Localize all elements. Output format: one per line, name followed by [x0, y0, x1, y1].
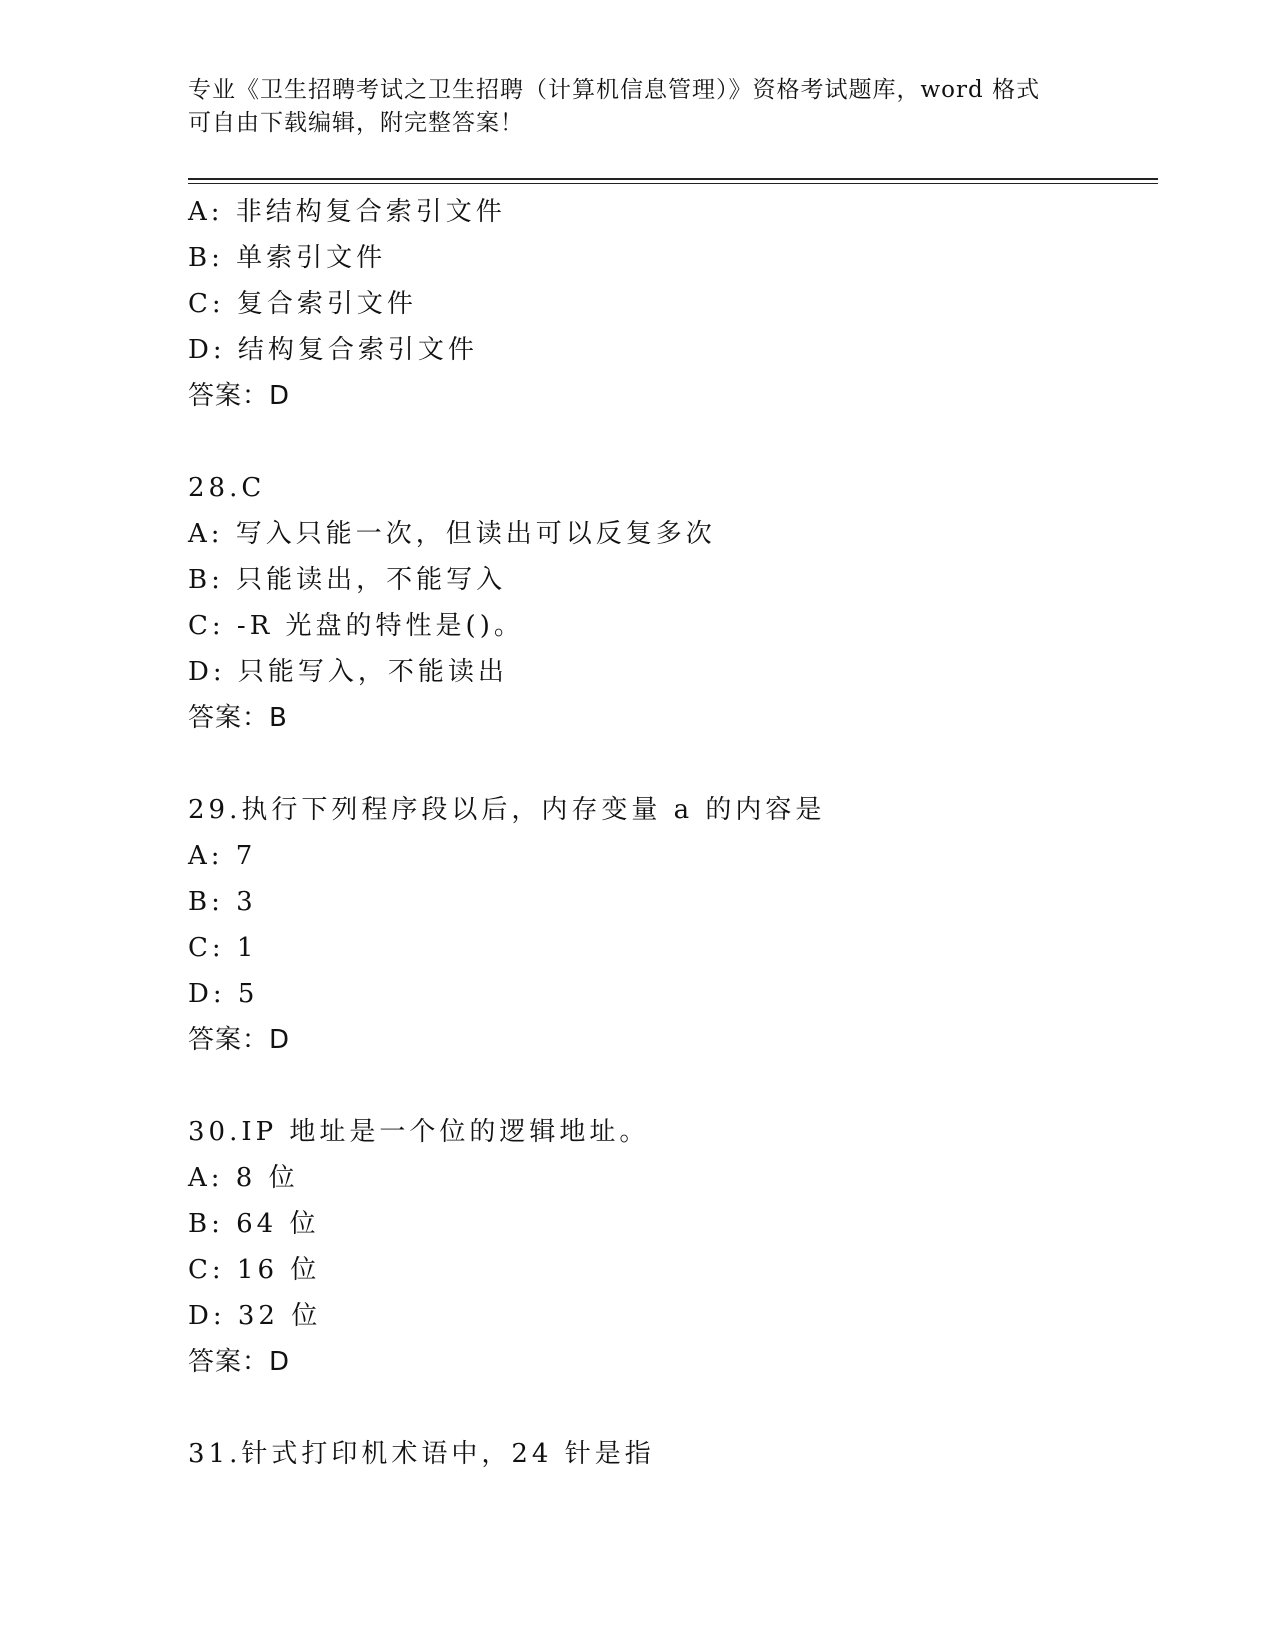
- question-title: 29.执行下列程序段以后，内存变量 a 的内容是: [188, 795, 826, 825]
- question-list: [188, 189, 1168, 1477]
- question-27: [188, 189, 1168, 419]
- spacer: [188, 1385, 1168, 1431]
- question-title: 31.针式打印机术语中，24 针是指: [188, 1439, 655, 1469]
- header-divider-thin: [188, 183, 1158, 184]
- option-a: A: 7: [188, 841, 257, 871]
- answer: 答案：D: [188, 1025, 291, 1055]
- option-c: C: 1: [188, 933, 258, 963]
- question-30: [188, 1109, 1168, 1385]
- option-d: D: 结构复合索引文件: [188, 335, 478, 365]
- option-b: B: 单索引文件: [188, 243, 387, 273]
- option-a: A: 非结构复合索引文件: [188, 197, 506, 227]
- document-header: [188, 74, 1068, 140]
- option-d: D: 32 位: [188, 1301, 322, 1331]
- option-b: B: 64 位: [188, 1209, 320, 1239]
- option-d: D: 5: [188, 979, 259, 1009]
- header-line-1: 专业《卫生招聘考试之卫生招聘（计算机信息管理）》资格考试题库，word 格式: [188, 77, 1041, 103]
- option-c: C: 复合索引文件: [188, 289, 417, 319]
- question-28: [188, 465, 1168, 741]
- option-a: A: 写入只能一次，但读出可以反复多次: [188, 519, 716, 549]
- option-b: B: 3: [188, 887, 257, 917]
- option-a: A: 8 位: [188, 1163, 299, 1193]
- question-31: [188, 1431, 1168, 1477]
- option-d: D: 只能写入，不能读出: [188, 657, 508, 687]
- header-divider-thick: [188, 178, 1158, 180]
- answer: 答案：D: [188, 1347, 291, 1377]
- question-title: 28.C: [188, 473, 266, 503]
- option-b: B: 只能读出，不能写入: [188, 565, 507, 595]
- spacer: [188, 1063, 1168, 1109]
- question-title: 30.IP 地址是一个位的逻辑地址。: [188, 1117, 650, 1147]
- question-29: [188, 787, 1168, 1063]
- option-c: C: 16 位: [188, 1255, 321, 1285]
- header-line-2: 可自由下载编辑，附完整答案！: [188, 110, 524, 136]
- answer: 答案：B: [188, 703, 288, 733]
- spacer: [188, 741, 1168, 787]
- answer: 答案：D: [188, 381, 291, 411]
- spacer: [188, 419, 1168, 465]
- option-c: C: -R 光盘的特性是()。: [188, 611, 524, 641]
